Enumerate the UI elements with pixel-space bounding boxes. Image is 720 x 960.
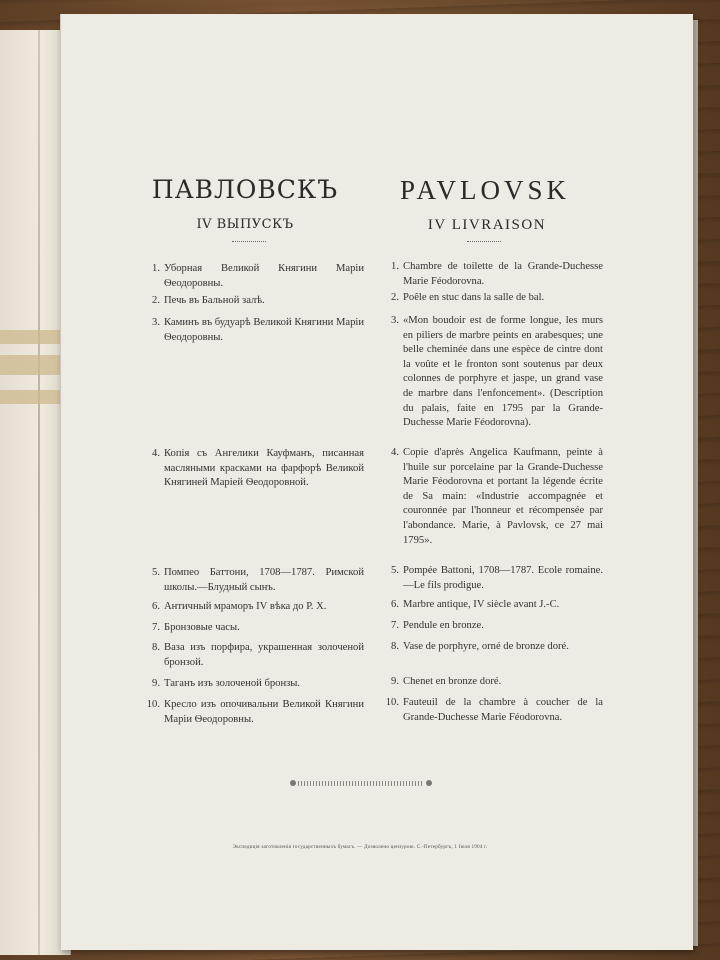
item-number: 7. bbox=[391, 620, 399, 631]
item-text: Античный мраморъ IV вѣка до Р. Х. bbox=[164, 601, 327, 612]
item-text: Ваза изъ порфира, украшенная золоченой бронзой. bbox=[164, 642, 364, 668]
item-text: Fauteuil de la chambre à coucher de la Grande-Duchesse Marie Féodorovna. bbox=[403, 697, 603, 723]
item-text: Помпео Баттони, 1708—1787. Римской школы.—Блудный сынъ. bbox=[164, 567, 364, 593]
item-text: Vase de porphyre, orné de bronze doré. bbox=[403, 641, 569, 652]
item-text: Печь въ Бальной залѣ. bbox=[164, 295, 265, 306]
page-crease bbox=[38, 30, 40, 955]
item-text: Уборная Великой Княгини Маріи Ѳеодоровны. bbox=[164, 263, 364, 289]
item-number: 10. bbox=[385, 697, 399, 708]
divider-russian bbox=[232, 241, 266, 242]
item-text: Copie d'après Angelica Kaufmann, peinte à l'huile sur porcelaine par la Grande-Duchesse Marie Féodorovna et portant la légende écrite de Sa main: «Industrie accompagnée et couronnée par l'honneur et récompensée par l'abondance. Marie, à Pavlovsk, ce 27 mai 1795». bbox=[403, 447, 603, 546]
item-text: Каминъ въ будуарѣ Великой Княгини Маріи Ѳеодоровны. bbox=[164, 317, 364, 343]
item-text: Pompée Battoni, 1708—1787. Ecole romaine.—Le fils prodigue. bbox=[403, 565, 603, 591]
item-number: 4. bbox=[391, 447, 399, 458]
issue-russian: IV ВЫПУСКЪ bbox=[196, 217, 294, 232]
item-number: 9. bbox=[391, 676, 399, 687]
item-number: 2. bbox=[391, 292, 399, 303]
item-text: Таганъ изъ золоченой бронзы. bbox=[164, 678, 301, 689]
item-text: Poêle en stuc dans la salle de bal. bbox=[403, 292, 545, 303]
item-text: Chambre de toilette de la Grande-Duchesse Marie Féodorovna. bbox=[403, 261, 603, 287]
item-number: 8. bbox=[391, 641, 399, 652]
ornamental-rule bbox=[298, 781, 424, 786]
item-text: «Mon boudoir est de forme longue, les murs en piliers de marbre peints en arabesques; une belle cheminée dans une espèce de cintre dont la voûte et le fronton sont soutenus par deux colonnes de porphyre et jaspe, un grand vase de marbre dans l'enfoncement». (Description du palais, faite en 1795 par la Grande-Duchesse Marie Féodorovna). bbox=[403, 315, 603, 429]
issue-french: IV LIVRAISON bbox=[427, 217, 547, 233]
item-number: 8. bbox=[152, 642, 160, 653]
item-text: Marbre antique, IV siècle avant J.-C. bbox=[403, 599, 560, 610]
title-french: PAVLOVSK bbox=[399, 175, 571, 205]
item-text: Кресло изъ опочивальни Великой Княгини Маріи Ѳеодоровны. bbox=[164, 699, 364, 725]
printer-imprint: Экспедиція заготовленія государственныхъ бумагъ. — Дозволено цензурою. С.-Петербургъ, 1 Іюля 1904 г. bbox=[232, 844, 488, 850]
item-number: 9. bbox=[152, 678, 160, 689]
item-number: 7. bbox=[152, 622, 160, 633]
item-number: 6. bbox=[391, 599, 399, 610]
item-text: Chenet en bronze doré. bbox=[403, 676, 502, 687]
item-number: 10. bbox=[146, 699, 160, 710]
item-number: 5. bbox=[152, 567, 160, 578]
item-number: 3. bbox=[391, 315, 399, 326]
divider-french bbox=[467, 241, 501, 242]
item-text: Бронзовые часы. bbox=[164, 622, 240, 633]
item-number: 4. bbox=[152, 448, 160, 459]
item-number: 3. bbox=[152, 317, 160, 328]
item-number: 1. bbox=[152, 263, 160, 274]
item-number: 2. bbox=[152, 295, 160, 306]
item-text: Копія съ Ангелики Кауфманъ, писанная масляными красками на фарфорѣ Великой Княгиней Маріей Ѳеодоровной. bbox=[164, 448, 364, 489]
item-number: 6. bbox=[152, 601, 160, 612]
item-number: 1. bbox=[391, 261, 399, 272]
title-russian: ПАВЛОВСКЪ bbox=[151, 175, 339, 204]
item-text: Pendule en bronze. bbox=[403, 620, 484, 631]
item-number: 5. bbox=[391, 565, 399, 576]
